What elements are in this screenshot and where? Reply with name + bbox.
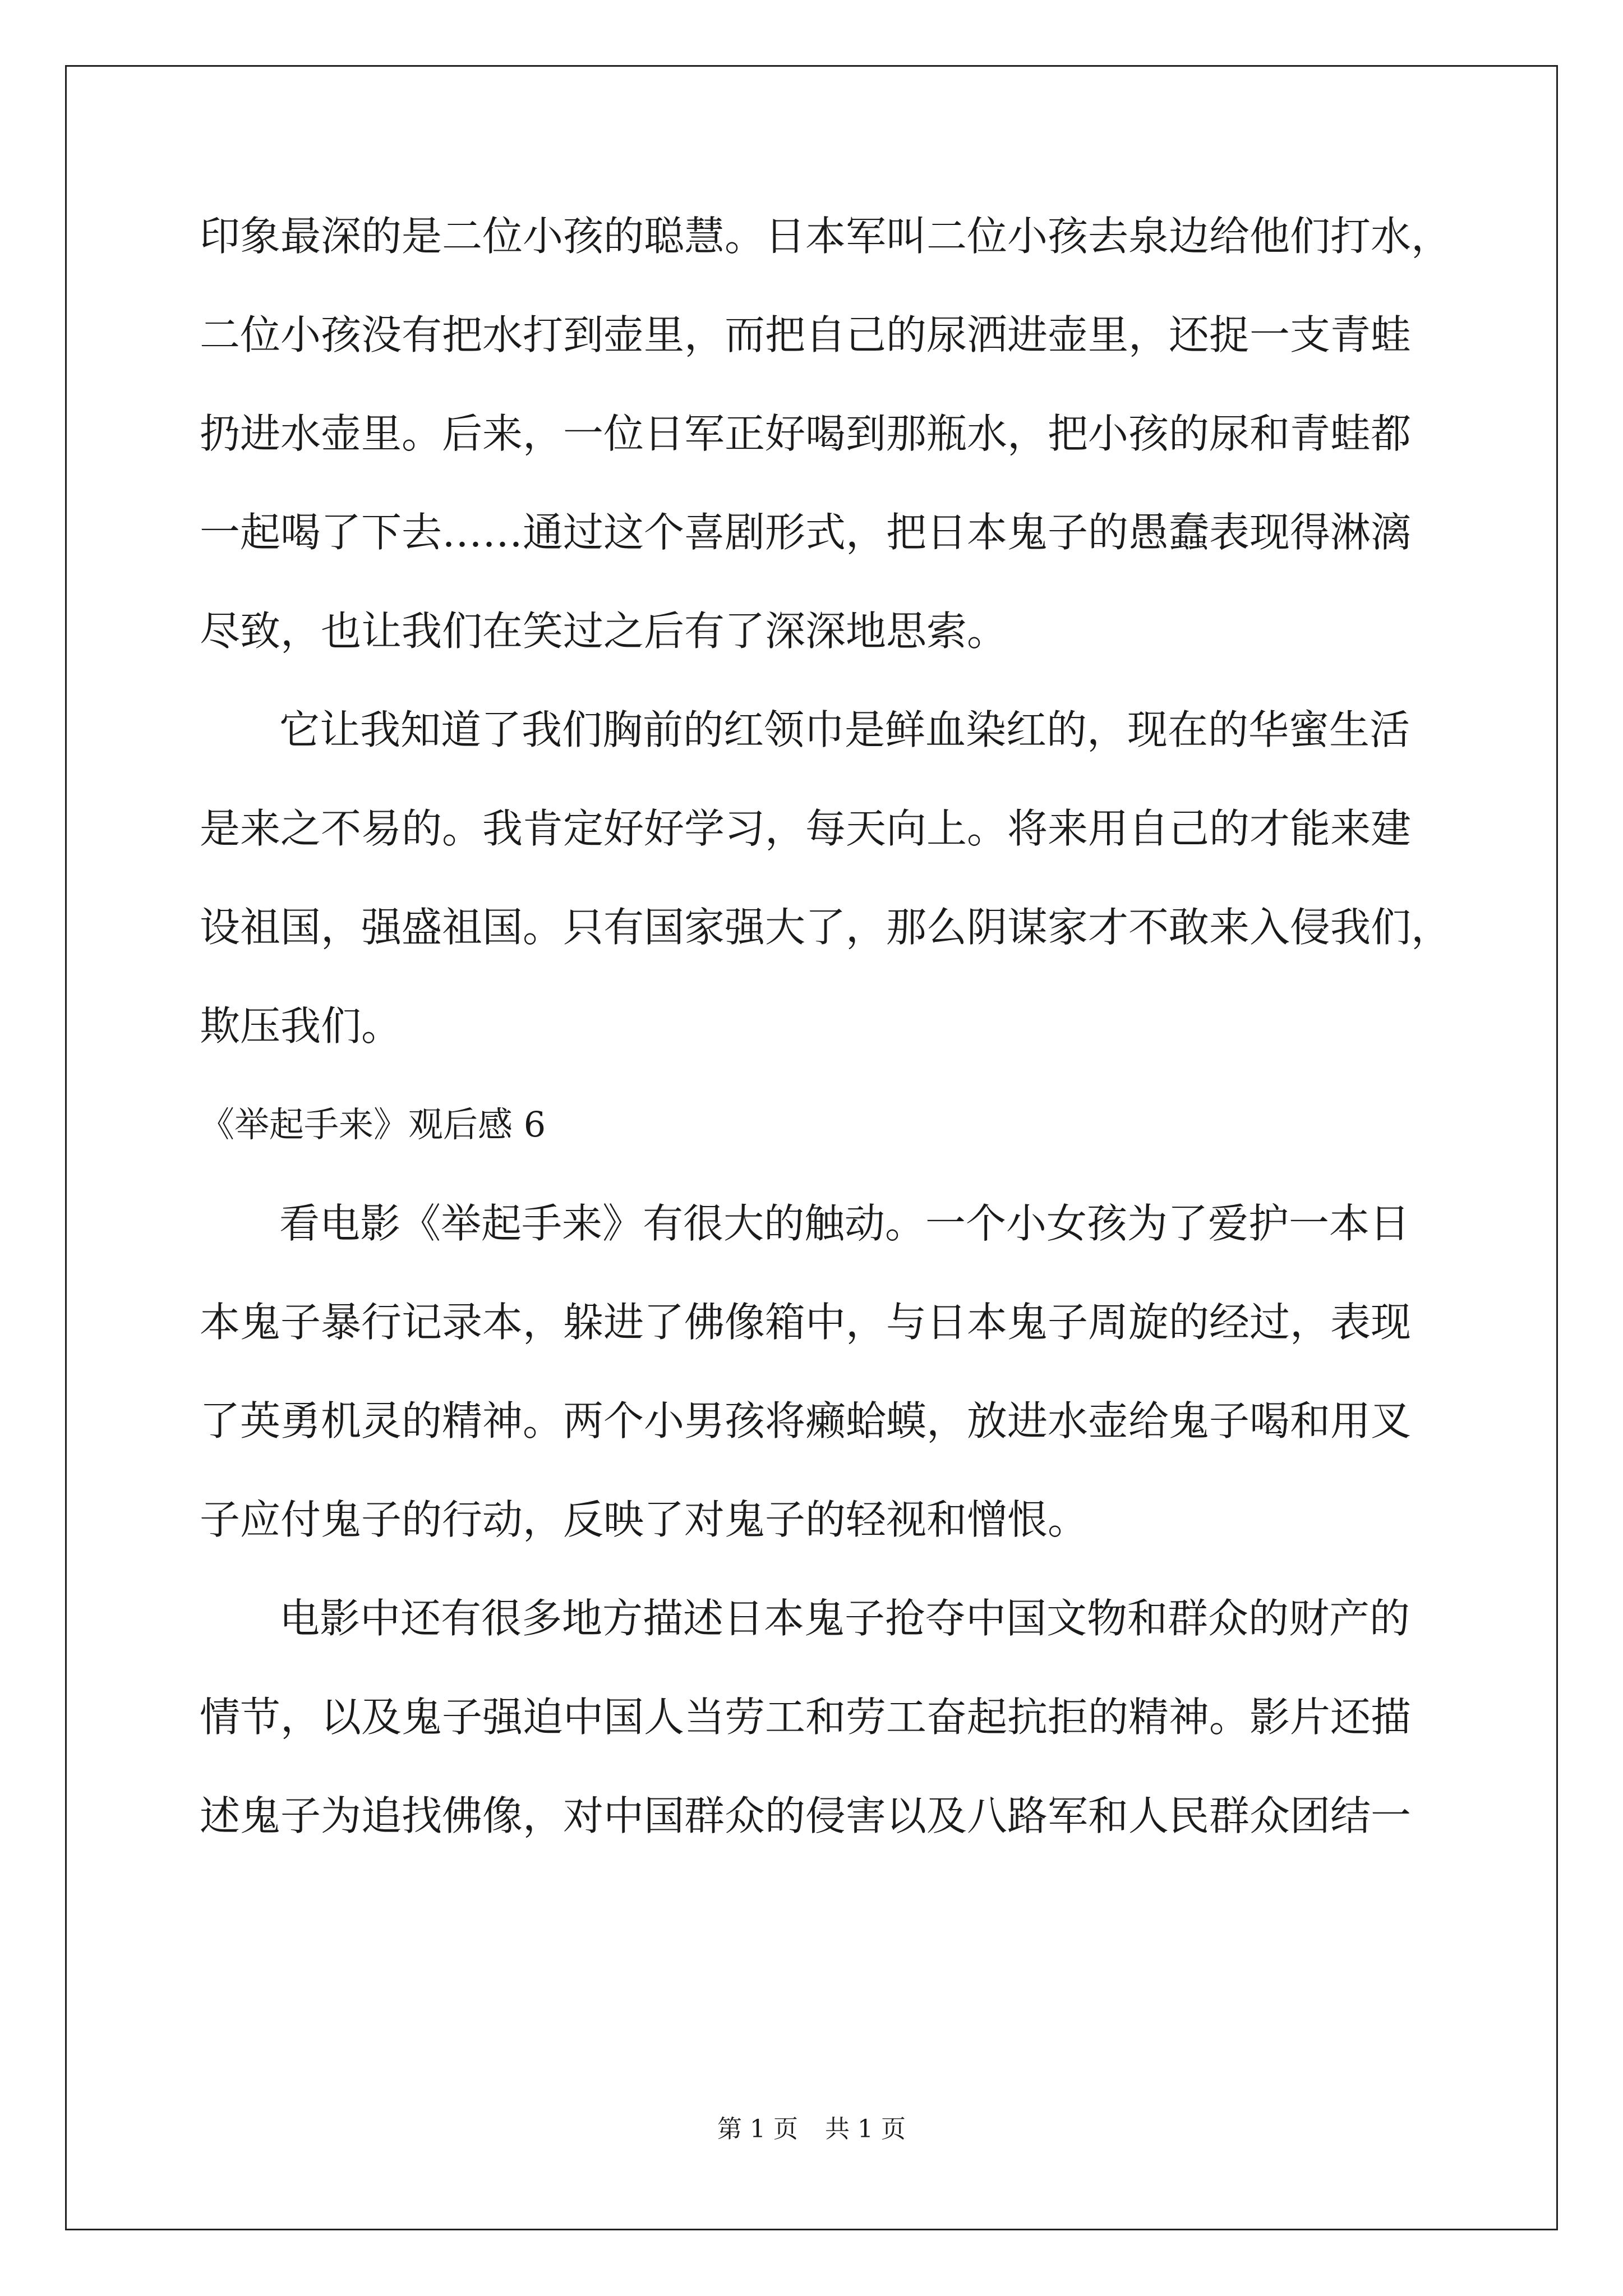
text-line: 述鬼子为追找佛像，对中国群众的侵害以及八路军和人民群众团结一 — [200, 1792, 1412, 1839]
text-line: 电影中还有很多地方描述日本鬼子抢夺中国文物和群众的财产的 — [279, 1595, 1410, 1642]
text-line: 了英勇机灵的精神。两个小男孩将癞蛤蟆，放进水壶给鬼子喝和用叉 — [200, 1397, 1412, 1444]
text-line: 子应付鬼子的行动，反映了对鬼子的轻视和憎恨。 — [200, 1496, 1089, 1543]
text-line: 是来之不易的。我肯定好好学习，每天向上。将来用自己的才能来建 — [200, 805, 1412, 852]
text-line: 本鬼子暴行记录本，躲进了佛像箱中，与日本鬼子周旋的经过，表现 — [200, 1299, 1412, 1346]
text-line: 情节，以及鬼子强迫中国人当劳工和劳工奋起抗拒的精神。影片还描 — [200, 1694, 1412, 1741]
text-line: 欺压我们。 — [200, 1002, 402, 1050]
text-line: 它让我知道了我们胸前的红领巾是鲜血染红的，现在的华蜜生活 — [279, 706, 1410, 753]
text-line: 看电影《举起手来》有很大的触动。一个小女孩为了爱护一本日 — [279, 1200, 1410, 1247]
page-number: 第 1 页 — [717, 2115, 798, 2143]
text-line: 尽致，也让我们在笑过之后有了深深地思索。 — [200, 608, 1008, 655]
text-line: 一起喝了下去……通过这个喜剧形式，把日本鬼子的愚蠢表现得淋漓 — [200, 509, 1412, 556]
page-footer — [0, 2114, 1623, 2145]
text-line: 二位小孩没有把水打到壶里，而把自己的尿洒进壶里，还捉一支青蛙 — [200, 311, 1412, 358]
document-body — [200, 211, 1452, 1889]
text-line: 设祖国，强盛祖国。只有国家强大了，那么阴谋家才不敢来入侵我们， — [200, 904, 1452, 951]
text-line: 印象最深的是二位小孩的聪慧。日本军叫二位小孩去泉边给他们打水， — [200, 213, 1452, 260]
section-heading: 《举起手来》观后感 6 — [200, 1104, 546, 1145]
text-line: 扔进水壶里。后来，一位日军正好喝到那瓶水，把小孩的尿和青蛙都 — [200, 410, 1412, 457]
page-total: 共 1 页 — [825, 2115, 906, 2143]
